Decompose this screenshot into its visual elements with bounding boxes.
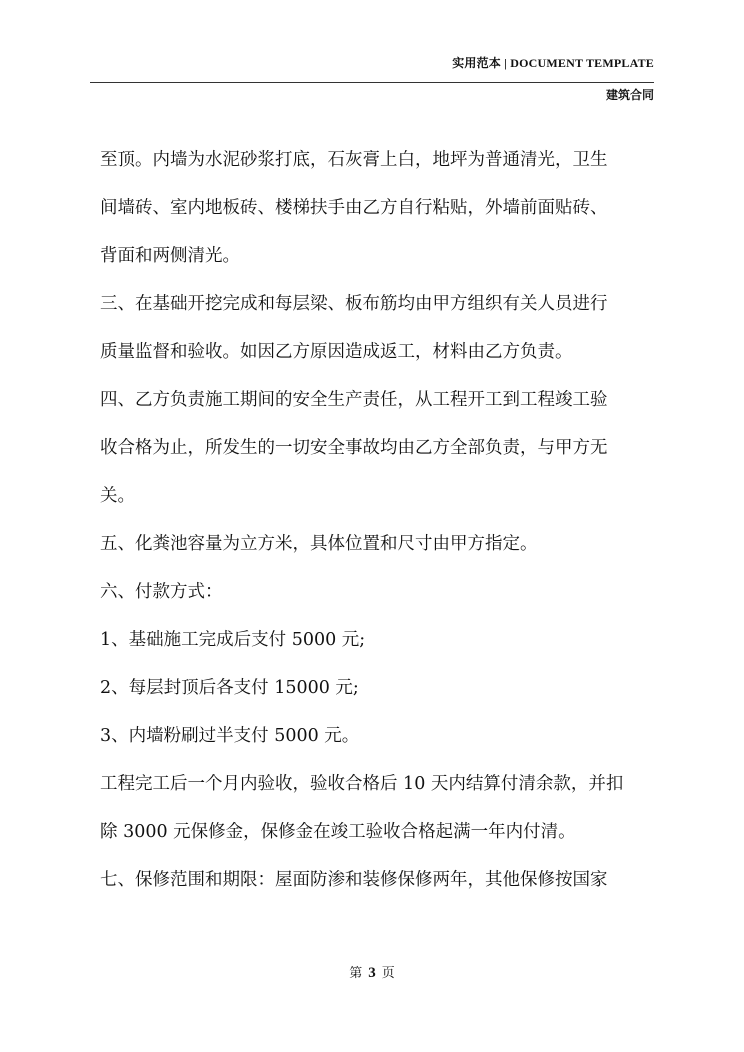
footer-suffix: 页 — [381, 966, 395, 981]
paragraph-clause-3: 三、在基础开挖完成和每层梁、板布筋均由甲方组织有关人员进行 质量监督和验收。如因乙方原因造成返工，材料由乙方负责。 — [100, 294, 608, 362]
page-header — [90, 50, 654, 100]
paragraph-clause-6: 六、付款方式： — [100, 582, 223, 602]
page-number: 3 — [368, 965, 376, 981]
document-body — [100, 136, 656, 904]
paragraph-clause-7: 七、保修范围和期限：屋面防渗和装修保修两年，其他保修按国家 — [100, 870, 608, 890]
header-divider — [90, 82, 654, 83]
paragraph-final-settlement: 工程完工后一个月内验收，验收合格后 10 天内结算付清余款，并扣 除 3000 元保修金，保修金在竣工验收合格起满一年内付清。 — [100, 774, 624, 842]
payment-item-2: 2、每层封顶后各支付 15000 元; — [100, 678, 359, 698]
header-subtitle: 建筑合同 — [605, 88, 654, 102]
payment-item-3: 3、内墙粉刷过半支付 5000 元。 — [100, 726, 360, 746]
page-footer — [0, 962, 744, 982]
header-title: 实用范本 | DOCUMENT TEMPLATE — [452, 56, 654, 70]
footer-prefix: 第 — [349, 966, 363, 981]
paragraph-clause-5: 五、化粪池容量为立方米，具体位置和尺寸由甲方指定。 — [100, 534, 538, 554]
paragraph-clause-4: 四、乙方负责施工期间的安全生产责任，从工程开工到工程竣工验 收合格为止，所发生的一切安全事故均由乙方全部负责，与甲方无 关。 — [100, 390, 608, 506]
paragraph-interior-walls: 至顶。内墙为水泥砂浆打底，石灰膏上白，地坪为普通清光，卫生 间墙砖、室内地板砖、楼梯扶手由乙方自行粘贴，外墙前面贴砖、 背面和两侧清光。 — [100, 150, 608, 266]
payment-item-1: 1、基础施工完成后支付 5000 元; — [100, 630, 366, 650]
